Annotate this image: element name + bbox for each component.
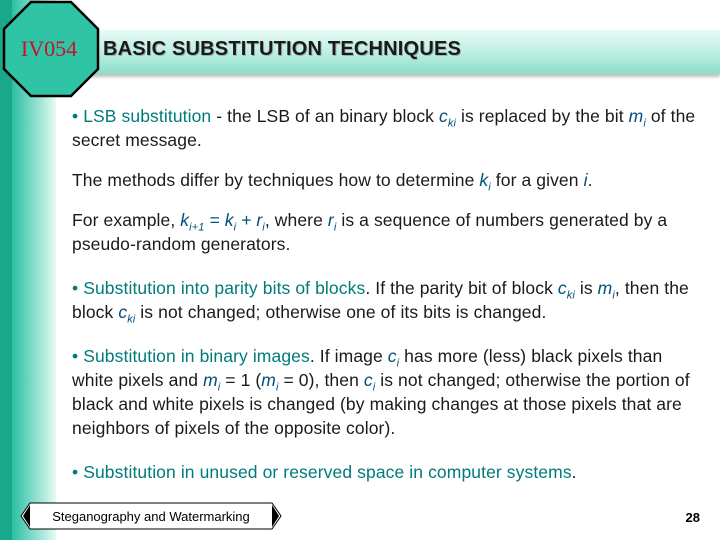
sub: i <box>372 381 376 394</box>
var-r: r <box>327 210 334 230</box>
text: . <box>587 170 593 190</box>
text: is a sequence of numbers generated by a pseudo-random generators. <box>72 210 668 254</box>
paragraph-methods <box>72 168 704 192</box>
sub: i <box>217 381 221 394</box>
text: = 1 ( <box>220 370 262 390</box>
lead-lsb: LSB substitution <box>83 106 212 126</box>
page-number: 28 <box>685 510 700 525</box>
sub: i <box>643 117 646 130</box>
text: - the LSB of an binary block <box>211 106 439 126</box>
text: + <box>236 210 257 230</box>
text: of the secret message. <box>72 106 696 150</box>
var-c: c <box>118 302 128 322</box>
text: For example, <box>72 210 181 230</box>
bullet: • <box>72 106 79 126</box>
text: is <box>574 278 598 298</box>
var-c: c <box>387 346 397 366</box>
var-c: c <box>557 278 567 298</box>
lead-unused: Substitution in unused or reserved space in computer systems <box>83 462 572 482</box>
text: for a given <box>490 170 584 190</box>
text: . If image <box>309 346 388 366</box>
text: The methods differ by techniques how to determine <box>72 170 480 190</box>
text: has more (less) black pixels than white pixels and <box>72 346 663 390</box>
paragraph-example <box>72 208 704 256</box>
sub: i <box>333 221 337 234</box>
text: = <box>204 210 225 230</box>
paragraph-unused-space <box>72 460 704 484</box>
paragraph-parity <box>72 276 704 324</box>
paragraph-binary-images <box>72 344 704 440</box>
text: is not changed; otherwise the portion of black and white pixels is changed (by making changes at those pixels that are neighbors of pixels of the opposite color). <box>72 370 690 438</box>
var-k: k <box>180 210 190 230</box>
text: . <box>571 462 577 482</box>
bullet: • <box>72 346 79 366</box>
footer-label: Steganography and Watermarking <box>52 508 250 524</box>
sub: i <box>275 381 279 394</box>
text: is replaced by the bit <box>456 106 624 126</box>
sub: ki <box>447 117 457 130</box>
text: , then the block <box>72 278 689 322</box>
text: , where <box>264 210 328 230</box>
text: is not changed; otherwise one of its bits is changed. <box>135 302 547 322</box>
course-number: IV054 <box>20 36 78 61</box>
var-i: i <box>583 170 588 190</box>
var-m: m <box>597 278 613 298</box>
sub: i <box>612 289 615 302</box>
var-k: k <box>479 170 489 190</box>
bullet: • <box>72 462 79 482</box>
sub: i <box>396 357 400 370</box>
var-m: m <box>261 370 276 390</box>
sub: i <box>233 221 237 234</box>
var-k: k <box>224 210 234 230</box>
sub: ki <box>127 313 136 326</box>
slide-content <box>72 104 704 484</box>
text: = 0), then <box>278 370 364 390</box>
text: . If the parity bit of block <box>365 278 558 298</box>
var-m: m <box>203 370 218 390</box>
lead-binary: Substitution in binary images <box>83 346 310 366</box>
sub: i <box>262 221 265 234</box>
var-c: c <box>439 106 448 126</box>
sub: i+1 <box>189 221 205 234</box>
var-c: c <box>363 370 373 390</box>
sub: i <box>488 181 491 194</box>
var-r: r <box>256 210 263 230</box>
bullet: • <box>72 278 79 298</box>
paragraph-lsb <box>72 104 704 152</box>
slide-title: BASIC SUBSTITUTION TECHNIQUES <box>103 38 462 60</box>
sub: ki <box>566 289 575 302</box>
var-m: m <box>628 106 644 126</box>
lead-parity: Substitution into parity bits of blocks <box>83 278 366 298</box>
